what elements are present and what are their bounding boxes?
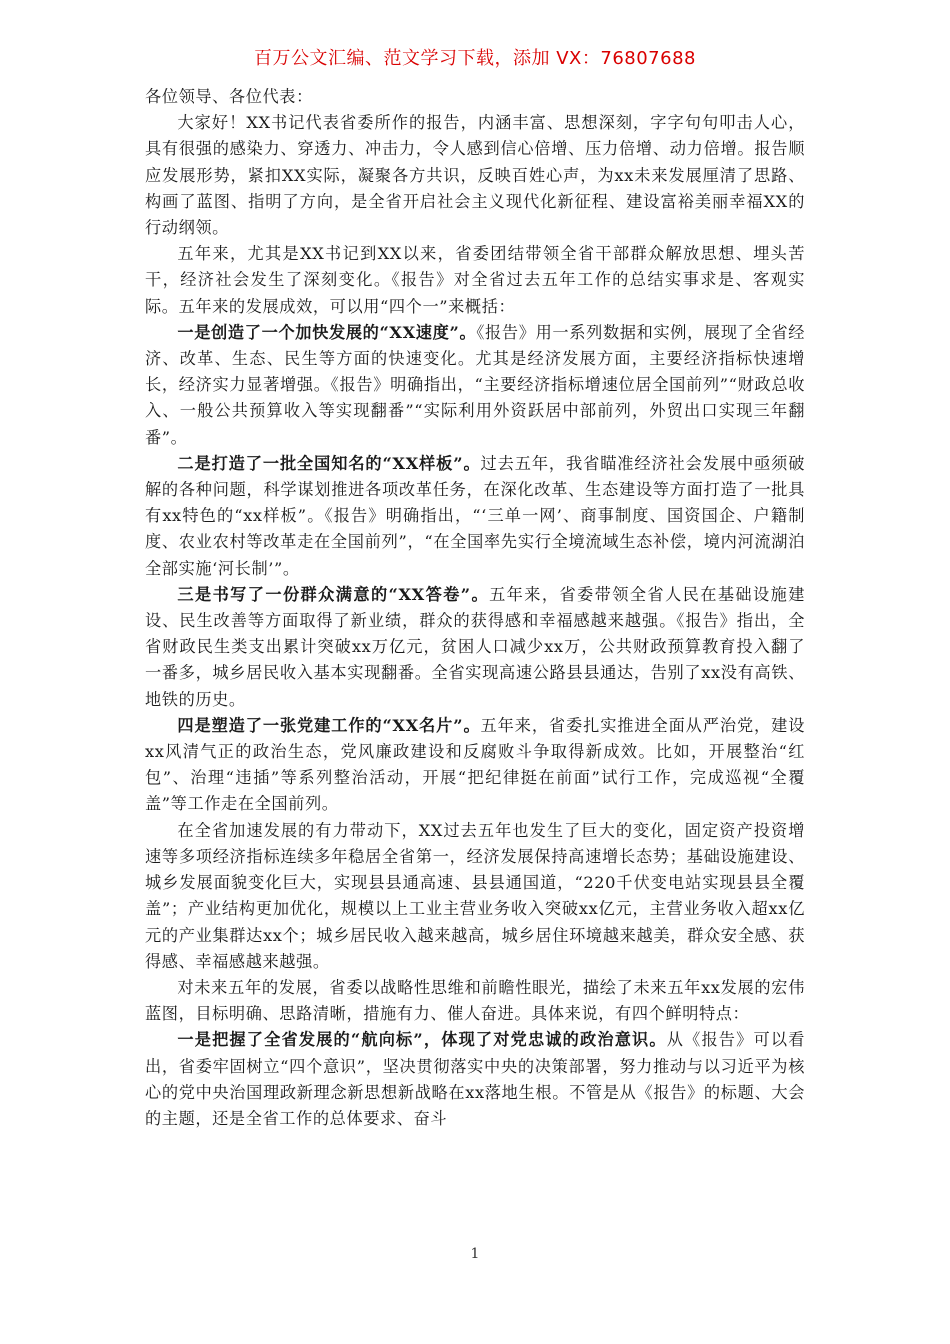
paragraph-5 bbox=[145, 582, 805, 713]
paragraph-text: 从《报告》可以看出，省委牢固树立“四个意识”，坚决贯彻落实中央的决策部署，努力推动与以习近平为核心的党中央治国理政新理念新思想新战略在xx落地生根。不管是从《报告》的标题、大会的主题，还是全省工作的总体要求、奋斗 bbox=[145, 1030, 805, 1128]
paragraph-lead: 二是打造了一批全国知名的“XX样板”。 bbox=[177, 453, 481, 473]
paragraph-text: 在全省加速发展的有力带动下，XX过去五年也发生了巨大的变化，固定资产投资增速等多项经济指标连续多年稳居全省第一，经济发展保持高速增长态势；基础设施建设、城乡发展面貌变化巨大，实现县县通高速、县县通国道，“220千伏变电站实现县县全覆盖”；产业结构更加优化，规模以上工业主营业务收入突破xx亿元，主营业务收入超xx亿元的产业集群达xx个；城乡居民收入越来越高，城乡居住环境越来越美，群众安全感、获得感、幸福感越来越强。 bbox=[145, 820, 805, 971]
page-number: 1 bbox=[470, 1246, 480, 1262]
paragraph-1 bbox=[145, 110, 805, 241]
paragraph-lead: 一是把握了全省发展的“航向标”，体现了对党忠诚的政治意识。 bbox=[177, 1030, 667, 1050]
paragraph-lead: 三是书写了一份群众满意的“XX答卷”。 bbox=[177, 584, 490, 604]
paragraph-7 bbox=[145, 818, 805, 975]
paragraph-6 bbox=[145, 713, 805, 818]
paragraph-9 bbox=[145, 1027, 805, 1132]
paragraph-lead: 一是创造了一个加快发展的“XX速度”。 bbox=[177, 322, 477, 342]
paragraph-text: 大家好！XX书记代表省委所作的报告，内涵丰富、思想深刻，字字句句叩击人心，具有很强的感染力、穿透力、冲击力，令人感到信心倍增、压力倍增、动力倍增。报告顺应发展形势，紧扣XX实际，凝聚各方共识，反映百姓心声，为xx未来发展厘清了思路、构画了蓝图、指明了方向，是全省开启社会主义现代化新征程、建设富裕美丽幸福XX的行动纲领。 bbox=[145, 113, 805, 238]
paragraph-text: 《报告》用一系列数据和实例，展现了全省经济、改革、生态、民生等方面的快速变化。尤其是经济发展方面，主要经济指标快速增长，经济实力显著增强。《报告》明确指出，“主要经济指标增速位居全国前列”“财政总收入、一般公共预算收入等实现翻番”“实际利用外资跃居中部前列，外贸出口实现三年翻番”。 bbox=[145, 322, 806, 447]
paragraph-text: 对未来五年的发展，省委以战略性思维和前瞻性眼光，描绘了未来五年xx发展的宏伟蓝图，目标明确、思路清晰，措施有力、催人奋进。具体来说，有四个鲜明特点： bbox=[145, 977, 805, 1024]
document-body bbox=[145, 84, 805, 1132]
paragraph-4 bbox=[145, 451, 805, 582]
paragraph-8 bbox=[145, 975, 805, 1027]
paragraph-text: 过去五年，我省瞄准经济社会发展中亟须破解的各种问题，科学谋划推进各项改革任务，在深化改革、生态建设等方面打造了一批具有xx特色的“xx样板”。《报告》明确指出，“‘三单一网’、商事制度、国资国企、户籍制度、农业农村等改革走在全国前列”，“在全国率先实行全境流域生态补偿，境内河流湖泊全部实施‘河长制’”。 bbox=[145, 453, 806, 578]
paragraph-lead: 四是塑造了一张党建工作的“XX名片”。 bbox=[177, 715, 481, 735]
paragraph-2 bbox=[145, 241, 805, 320]
paragraph-text: 五年来，省委扎实推进全面从严治党，建设xx风清气正的政治生态，党风廉政建设和反腐败斗争取得新成效。比如，开展整治“红包”、治理“违插”等系列整治活动，开展“把纪律挺在前面”试行工作，完成巡视“全覆盖”等工作走在全国前列。 bbox=[145, 715, 806, 814]
paragraph-3 bbox=[145, 320, 805, 451]
paragraph-text: 五年来，尤其是XX书记到XX以来，省委团结带领全省干部群众解放思想、埋头苦干，经济社会发生了深刻变化。《报告》对全省过去五年工作的总结实事求是、客观实际。五年来的发展成效，可以用“四个一”来概括： bbox=[145, 244, 805, 316]
salutation: 各位领导、各位代表： bbox=[145, 87, 313, 106]
header-banner: 百万公文汇编、范文学习下载，添加 VX：76807688 bbox=[254, 48, 696, 69]
paragraph-text: 五年来，省委带领全省人民在基础设施建设、民生改善等方面取得了新业绩，群众的获得感和幸福感越来越强。《报告》指出，全省财政民生类支出累计突破xx万亿元，贫困人口减少xx万，公共财政预算教育投入翻了一番多，城乡居民收入基本实现翻番。全省实现高速公路县县通达，告别了xx没有高铁、地铁的历史。 bbox=[145, 584, 805, 709]
